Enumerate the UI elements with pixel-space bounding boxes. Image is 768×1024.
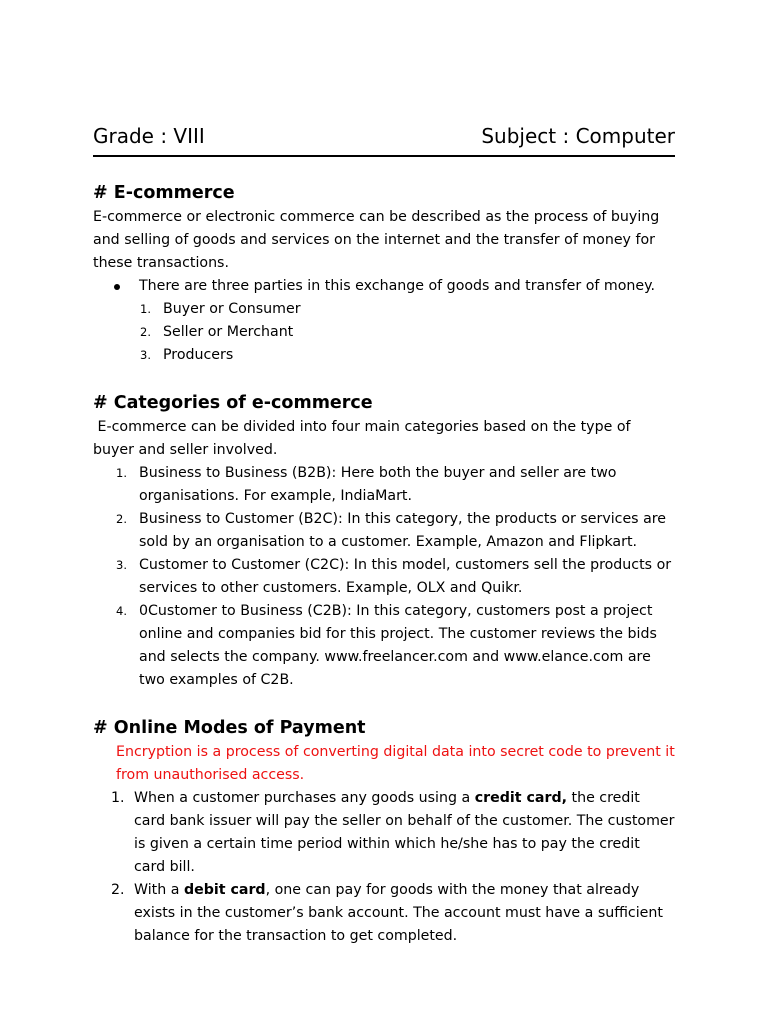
section-ecommerce [93, 180, 675, 367]
section-paragraph: E-commerce or electronic commerce can be described as the process of buying and selling of goods and services on the internet and the transfer of money for these transactions. [93, 209, 660, 271]
section-payment [93, 715, 675, 948]
list-number: 1. [116, 466, 127, 480]
list-item [93, 321, 675, 344]
list-item [93, 600, 675, 692]
list-item-text: Business to Customer (B2C): In this category, the products or services are sold by an organisation to a customer. Example, Amazon and Flipkart. [139, 511, 667, 550]
section-paragraph: E-commerce can be divided into four main categories based on the type of buyer and seller involved. [93, 419, 636, 458]
section-heading: # E-commerce [93, 183, 235, 203]
encryption-note: Encryption is a process of converting digital data into secret code to prevent it from unauthorised access. [116, 744, 675, 783]
page-header [93, 121, 675, 157]
list-number: 2. [140, 325, 151, 339]
document-body [93, 180, 675, 948]
list-number: 3. [140, 348, 151, 362]
list-item-text: Producers [163, 347, 234, 363]
credit-card-term: credit card, [474, 790, 567, 806]
list-item-text: Buyer or Consumer [163, 301, 301, 317]
payment-list [93, 787, 675, 948]
list-item [93, 787, 675, 879]
bullet-text: There are three parties in this exchange of goods and transfer of money. [139, 278, 655, 294]
list-number: 1. [140, 302, 151, 316]
list-item-text: 0Customer to Business (C2B): In this category, customers post a project online and companies bid for this project. The customer reviews the bids and selects the company. www.freelancer.com and www.elance.com are two examples of C2B. [139, 603, 657, 688]
list-item-text-before: With a [134, 882, 184, 898]
list-number: 2. [116, 512, 127, 526]
bullet-dot-icon [114, 284, 120, 290]
list-item [93, 508, 675, 554]
list-item [93, 462, 675, 508]
section-categories [93, 390, 675, 692]
list-item [93, 344, 675, 367]
subject-label: Subject : Computer [481, 124, 675, 148]
list-item-text: Business to Business (B2B): Here both the buyer and seller are two organisations. For example, IndiaMart. [139, 465, 617, 504]
parties-list [93, 298, 675, 367]
list-number: 1. [111, 790, 125, 806]
bullet-item [93, 275, 675, 298]
list-item-text: Seller or Merchant [163, 324, 294, 340]
debit-card-term: debit card [183, 882, 266, 898]
list-item-text-after: , one can pay for goods with the money that already exists in the customer’s bank account. The account must have a sufficient balance for the transaction to get completed. [134, 882, 663, 944]
list-item [93, 879, 675, 948]
list-item-text-before: When a customer purchases any goods using a [134, 790, 475, 806]
list-number: 2. [111, 882, 125, 898]
list-item-text-after: the credit card bank issuer will pay the seller on behalf of the customer. The customer is given a certain time period within which he/she has to pay the credit card bill. [134, 790, 675, 875]
section-heading: # Categories of e-commerce [93, 393, 373, 413]
list-item-text: Customer to Customer (C2C): In this model, customers sell the products or services to other customers. Example, OLX and Quikr. [139, 557, 672, 596]
categories-list [93, 462, 675, 692]
section-heading: # Online Modes of Payment [93, 718, 366, 738]
grade-label: Grade : VIII [93, 124, 205, 148]
list-item [93, 554, 675, 600]
list-item [93, 298, 675, 321]
bullet-list [93, 275, 675, 298]
list-number: 3. [116, 558, 127, 572]
list-number: 4. [116, 604, 127, 618]
